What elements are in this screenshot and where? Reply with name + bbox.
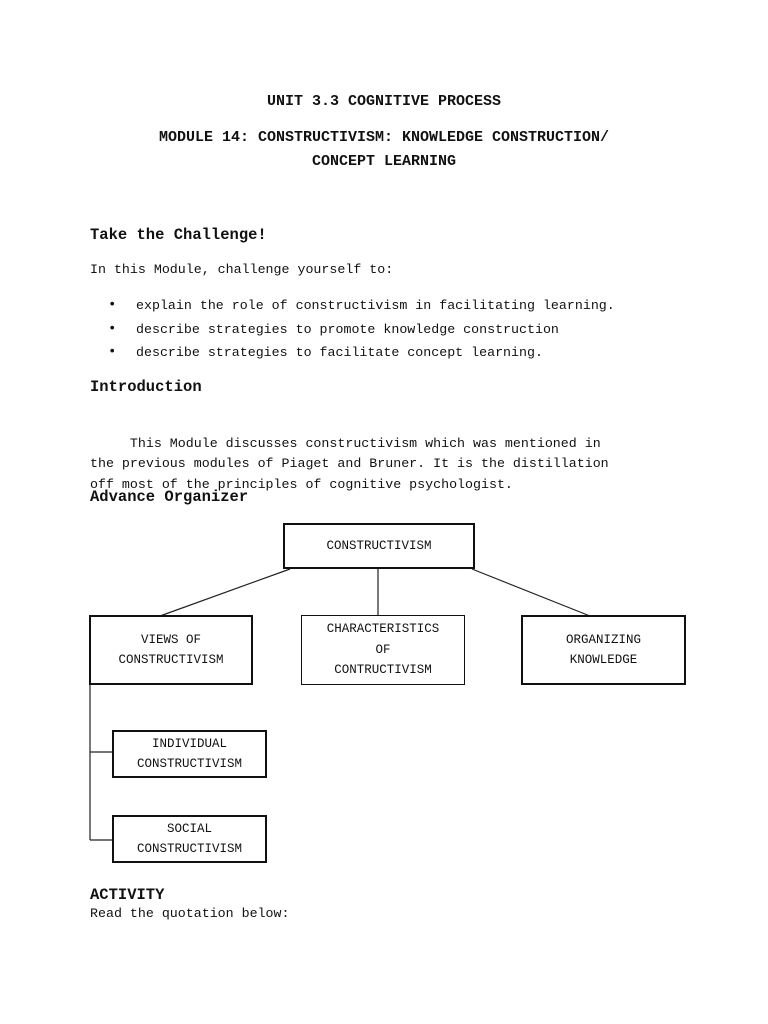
box-label-line: ORGANIZING [565, 632, 641, 647]
objective-text: explain the role of constructivism in facilitating learning. [136, 298, 615, 313]
individual-constructivism-box [112, 730, 267, 778]
unit-title: UNIT 3.3 COGNITIVE PROCESS [266, 93, 502, 110]
box-label-line: OF [375, 642, 391, 657]
social-constructivism-box [112, 815, 267, 863]
introduction-line: the previous modules of Piaget and Bruner. It is the distillation [90, 456, 609, 471]
constructivism-root-box [283, 523, 475, 569]
bullet-icon: • [108, 344, 117, 360]
introduction-line: off most of the principles of cognitive psychologist. [90, 476, 513, 492]
box-label-line: CHARACTERISTICS [326, 622, 440, 637]
box-label-line: SOCIAL [166, 821, 212, 836]
introduction-heading: Introduction [90, 378, 202, 396]
challenge-heading: Take the Challenge! [90, 226, 267, 244]
introduction-line: This Module discusses constructivism which was mentioned in [90, 435, 601, 451]
advance-organizer-heading: Advance Organizer [90, 488, 249, 506]
bullet-icon: • [108, 297, 117, 313]
module-title-line-1: MODULE 14: CONSTRUCTIVISM: KNOWLEDGE CONSTRUCTION/ [158, 129, 610, 146]
bullet-icon: • [108, 320, 117, 337]
root-label: CONSTRUCTIVISM [326, 538, 432, 553]
box-label-line: KNOWLEDGE [569, 653, 638, 667]
activity-heading: ACTIVITY [90, 886, 165, 904]
connector-line [472, 569, 590, 616]
characteristics-box [301, 615, 465, 685]
box-label-line: CONTRUCTIVISM [334, 663, 432, 678]
box-label-line: CONSTRUCTIVISM [118, 653, 224, 667]
objective-text: describe strategies to facilitate concept learning. [136, 345, 543, 360]
box-label-line: CONSTRUCTIVISM [136, 842, 243, 856]
objective-text: describe strategies to promote knowledge construction [136, 321, 559, 337]
organizing-knowledge-box [521, 615, 686, 685]
box-label-line: CONSTRUCTIVISM [136, 757, 243, 771]
box-label-line: INDIVIDUAL [151, 736, 227, 751]
activity-text: Read the quotation below: [90, 906, 290, 921]
module-title-line-2: CONCEPT LEARNING [311, 153, 457, 170]
views-of-constructivism-box [89, 615, 253, 685]
box-label-line: VIEWS OF [140, 632, 201, 647]
challenge-intro: In this Module, challenge yourself to: [90, 262, 394, 277]
connector-line [160, 569, 290, 616]
